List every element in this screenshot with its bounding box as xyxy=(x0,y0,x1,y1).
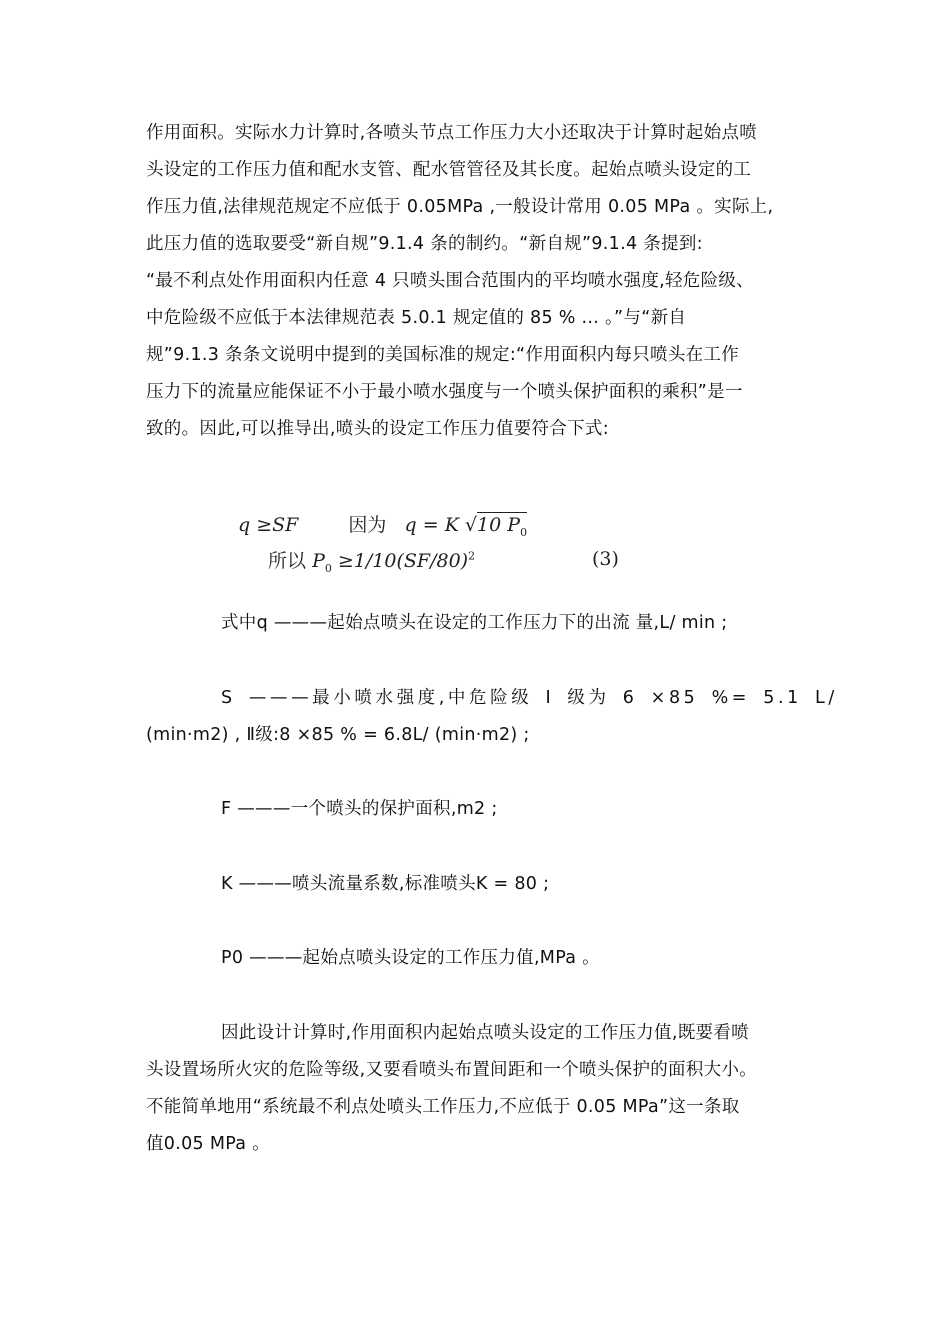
formula-number: (3) xyxy=(592,548,619,570)
formula-p0: P xyxy=(312,550,325,572)
text-line: 压力下的流量应能保证不小于最小喷水强度与一个喷头保护面积的乘积”是一 xyxy=(146,382,743,402)
text-line: 头设定的工作压力值和配水支管、配水管管径及其长度。起始点喷头设定的工 xyxy=(146,160,752,180)
text-line: 因此设计计算时,作用面积内起始点喷头设定的工作压力值,既要看喷 xyxy=(221,1023,749,1043)
formula-therefore: 所以 xyxy=(268,550,307,572)
text-line: 中危险级不应低于本法律规范表 5.0.1 规定值的 85 % ... 。”与“新自 xyxy=(146,308,687,328)
text-line: “最不利点处作用面积内任意 4 只喷头围合范围内的平均喷水强度,轻危险级、 xyxy=(146,271,754,291)
sqrt-symbol: √ xyxy=(464,514,478,536)
definition-s: S ———最小喷水强度,中危险级 Ⅰ 级为 6 ×85 %= 5.1 L/ xyxy=(221,688,838,708)
text-line: 致的。因此,可以推导出,喷头的设定工作压力值要符合下式: xyxy=(146,419,609,439)
text-line: 作用面积。实际水力计算时,各喷头节点工作压力大小还取决于计算时起始点喷 xyxy=(146,123,758,143)
formula-inequality: q ≥SF xyxy=(238,514,299,536)
definition-f: F ———一个喷头的保护面积,m2 ; xyxy=(221,799,498,819)
formula-line-1 xyxy=(238,510,527,539)
formula-line-2: 所以 $P_0 \ge 1/10(SF/80)^2$ xyxy=(268,549,476,575)
text-line: 此压力值的选取要受“新自规”9.1.4 条的制约。“新自规”9.1.4 条提到: xyxy=(146,234,703,254)
text-line: 作压力值,法律规范规定不应低于 0.05MPa ,一般设计常用 0.05 MPa 。实际上, xyxy=(146,197,774,217)
formula-because: 因为 xyxy=(348,514,387,536)
text-line: 值0.05 MPa 。 xyxy=(146,1134,270,1154)
text-line: 头设置场所火灾的危险等级,又要看喷头布置间距和一个喷头保护的面积大小。 xyxy=(146,1060,758,1080)
definition-p0: P0 ———起始点喷头设定的工作压力值,MPa 。 xyxy=(221,948,600,968)
sqrt-radicand: 10 $P_0$ xyxy=(477,514,528,539)
formula-result: ≥1/10(SF/80) xyxy=(337,550,469,572)
definition-k: K ———喷头流量系数,标准喷头K = 80 ; xyxy=(221,874,550,894)
text-line: 不能简单地用“系统最不利点处喷头工作压力,不应低于 0.05 MPa”这一条取 xyxy=(146,1097,740,1117)
formula-q-equals-k: q = K xyxy=(404,514,459,536)
definition-q: 式中q ———起始点喷头在设定的工作压力下的出流 量,L/ min ; xyxy=(221,613,728,633)
definition-s-continued: (min·m2) , Ⅱ级:8 ×85 % = 6.8L/ (min·m2) ; xyxy=(146,725,530,745)
text-line: 规”9.1.3 条条文说明中提到的美国标准的规定:“作用面积内每只喷头在工作 xyxy=(146,345,740,365)
